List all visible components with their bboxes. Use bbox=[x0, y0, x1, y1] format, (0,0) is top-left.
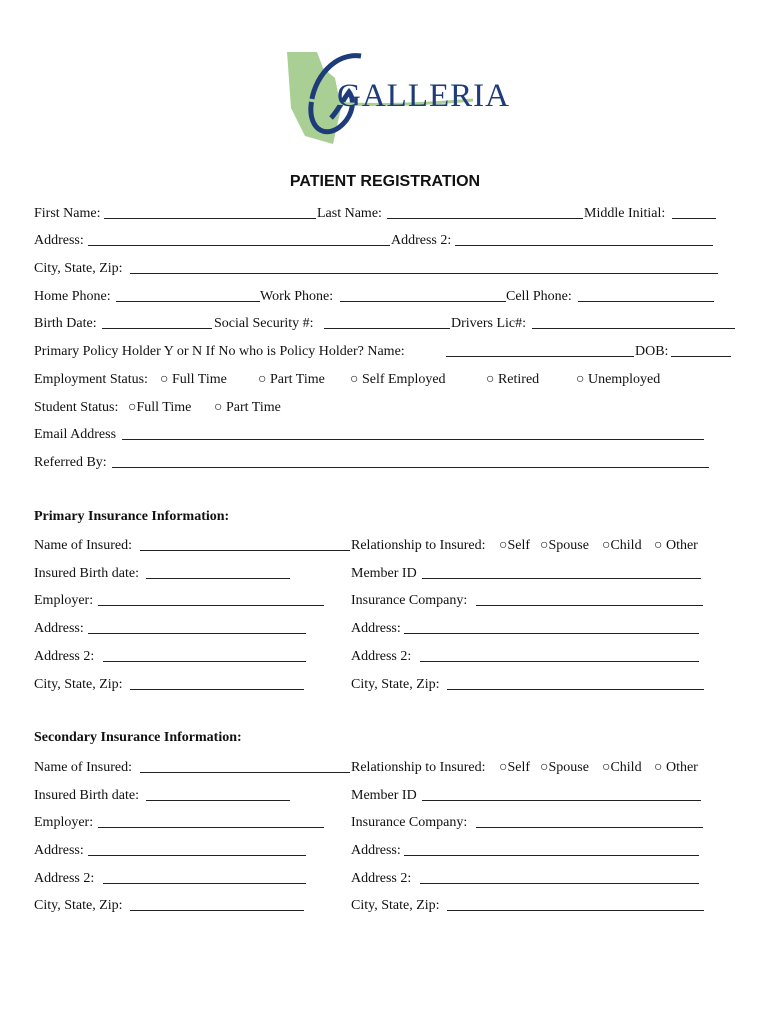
primary-name-row bbox=[34, 536, 739, 556]
primary-employer-label: Employer: bbox=[34, 593, 94, 608]
primary-employer-field[interactable] bbox=[98, 605, 324, 606]
address-field[interactable] bbox=[88, 245, 390, 246]
middle-initial-field[interactable] bbox=[672, 218, 716, 219]
secondary-address2-left-field[interactable] bbox=[103, 883, 306, 884]
secondary-address2-left-label: Address 2: bbox=[34, 871, 95, 886]
primary-city-right-label: City, State, Zip: bbox=[351, 677, 440, 692]
secondary-name-row bbox=[34, 758, 739, 778]
employment-self-employed-radio[interactable]: ○ Self Employed bbox=[350, 372, 446, 387]
id-row bbox=[34, 314, 739, 334]
email-field[interactable] bbox=[122, 439, 704, 440]
secondary-employer-label: Employer: bbox=[34, 815, 94, 830]
ssn-label: Social Security #: bbox=[214, 316, 314, 331]
primary-insurance-company-field[interactable] bbox=[476, 605, 703, 606]
primary-city-left-label: City, State, Zip: bbox=[34, 677, 123, 692]
dob-label: DOB: bbox=[635, 344, 669, 359]
logo-text: GALLERIA bbox=[337, 78, 510, 114]
primary-insurance-heading: Primary Insurance Information: bbox=[34, 509, 230, 524]
address-row bbox=[34, 231, 734, 251]
secondary-city-right-label: City, State, Zip: bbox=[351, 898, 440, 913]
secondary-relationship-child-radio[interactable]: ○Child bbox=[602, 760, 642, 775]
primary-address-right-field[interactable] bbox=[404, 633, 699, 634]
city-state-zip-field[interactable] bbox=[130, 273, 718, 274]
secondary-city-row bbox=[34, 896, 739, 916]
birth-date-label: Birth Date: bbox=[34, 316, 97, 331]
primary-relationship-other-radio[interactable]: ○ Other bbox=[654, 538, 698, 553]
primary-relationship-self-radio[interactable]: ○Self bbox=[499, 538, 531, 553]
work-phone-field[interactable] bbox=[340, 301, 506, 302]
primary-birth-date-field[interactable] bbox=[146, 578, 290, 579]
primary-birth-date-label: Insured Birth date: bbox=[34, 566, 139, 581]
dob-field[interactable] bbox=[671, 356, 731, 357]
primary-member-id-label: Member ID bbox=[351, 566, 417, 581]
secondary-member-id-label: Member ID bbox=[351, 788, 417, 803]
employment-retired-radio[interactable]: ○ Retired bbox=[486, 372, 540, 387]
secondary-address2-row bbox=[34, 869, 739, 889]
address-label: Address: bbox=[34, 233, 84, 248]
student-status-label: Student Status: bbox=[34, 400, 119, 415]
primary-relationship-child-radio[interactable]: ○Child bbox=[602, 538, 642, 553]
secondary-address-row bbox=[34, 841, 739, 861]
secondary-address-right-field[interactable] bbox=[404, 855, 699, 856]
first-name-label: First Name: bbox=[34, 206, 101, 221]
employment-part-time-radio[interactable]: ○ Part Time bbox=[258, 372, 325, 387]
last-name-label: Last Name: bbox=[317, 206, 382, 221]
primary-relationship-spouse-radio[interactable]: ○Spouse bbox=[540, 538, 589, 553]
employment-status-label: Employment Status: bbox=[34, 372, 148, 387]
phone-row bbox=[34, 287, 734, 307]
secondary-relationship-spouse-radio[interactable]: ○Spouse bbox=[540, 760, 589, 775]
address2-field[interactable] bbox=[455, 245, 713, 246]
ssn-field[interactable] bbox=[324, 328, 450, 329]
last-name-field[interactable] bbox=[387, 218, 583, 219]
referred-by-label: Referred By: bbox=[34, 455, 107, 470]
secondary-address-right-label: Address: bbox=[351, 843, 401, 858]
primary-city-left-field[interactable] bbox=[130, 689, 304, 690]
drivers-lic-field[interactable] bbox=[532, 328, 735, 329]
secondary-insurance-company-label: Insurance Company: bbox=[351, 815, 468, 830]
city-row bbox=[34, 259, 734, 279]
secondary-birth-date-field[interactable] bbox=[146, 800, 290, 801]
cell-phone-label: Cell Phone: bbox=[506, 289, 572, 304]
primary-address-right-label: Address: bbox=[351, 621, 401, 636]
secondary-insurance-company-field[interactable] bbox=[476, 827, 703, 828]
employment-unemployed-radio[interactable]: ○ Unemployed bbox=[576, 372, 661, 387]
secondary-name-of-insured-label: Name of Insured: bbox=[34, 760, 132, 775]
policy-holder-name-field[interactable] bbox=[446, 356, 634, 357]
secondary-city-left-field[interactable] bbox=[130, 910, 304, 911]
primary-relationship-label: Relationship to Insured: bbox=[351, 538, 486, 553]
secondary-employer-row bbox=[34, 813, 739, 833]
middle-initial-label: Middle Initial: bbox=[584, 206, 666, 221]
referred-by-field[interactable] bbox=[112, 467, 709, 468]
primary-name-of-insured-field[interactable] bbox=[140, 550, 350, 551]
primary-employer-row bbox=[34, 591, 739, 611]
primary-city-row bbox=[34, 675, 739, 695]
primary-address-left-label: Address: bbox=[34, 621, 84, 636]
student-full-time-radio[interactable]: ○Full Time bbox=[128, 400, 192, 415]
secondary-address2-right-label: Address 2: bbox=[351, 871, 412, 886]
primary-city-right-field[interactable] bbox=[447, 689, 704, 690]
primary-insurance-company-label: Insurance Company: bbox=[351, 593, 468, 608]
primary-member-id-field[interactable] bbox=[422, 578, 701, 579]
employment-full-time-radio[interactable]: ○ Full Time bbox=[160, 372, 227, 387]
primary-birth-row bbox=[34, 564, 739, 584]
primary-address2-left-label: Address 2: bbox=[34, 649, 95, 664]
secondary-relationship-other-radio[interactable]: ○ Other bbox=[654, 760, 698, 775]
secondary-address-left-field[interactable] bbox=[88, 855, 306, 856]
address2-label: Address 2: bbox=[391, 233, 452, 248]
primary-name-of-insured-label: Name of Insured: bbox=[34, 538, 132, 553]
primary-address-left-field[interactable] bbox=[88, 633, 306, 634]
secondary-relationship-label: Relationship to Insured: bbox=[351, 760, 486, 775]
birth-date-field[interactable] bbox=[102, 328, 212, 329]
referred-row bbox=[34, 453, 739, 473]
policy-holder-label: Primary Policy Holder Y or N If No who is Policy Holder? Name: bbox=[34, 344, 405, 359]
primary-address-row bbox=[34, 619, 739, 639]
secondary-insurance-heading: Secondary Insurance Information: bbox=[34, 730, 242, 745]
work-phone-label: Work Phone: bbox=[260, 289, 334, 304]
primary-address2-right-field[interactable] bbox=[420, 661, 699, 662]
name-row bbox=[34, 204, 734, 224]
secondary-member-id-field[interactable] bbox=[422, 800, 701, 801]
secondary-birth-row bbox=[34, 786, 739, 806]
secondary-city-right-field[interactable] bbox=[447, 910, 704, 911]
secondary-relationship-self-radio[interactable]: ○Self bbox=[499, 760, 531, 775]
employment-row bbox=[34, 370, 739, 390]
secondary-name-of-insured-field[interactable] bbox=[140, 772, 350, 773]
student-row bbox=[34, 398, 739, 418]
secondary-address-left-label: Address: bbox=[34, 843, 84, 858]
student-part-time-radio[interactable]: ○ Part Time bbox=[214, 400, 281, 415]
first-name-field[interactable] bbox=[104, 218, 316, 219]
email-row bbox=[34, 425, 739, 445]
secondary-employer-field[interactable] bbox=[98, 827, 324, 828]
secondary-address2-right-field[interactable] bbox=[420, 883, 699, 884]
email-label: Email Address bbox=[34, 427, 117, 442]
home-phone-label: Home Phone: bbox=[34, 289, 111, 304]
primary-address2-left-field[interactable] bbox=[103, 661, 306, 662]
page-title: PATIENT REGISTRATION bbox=[289, 173, 481, 190]
home-phone-field[interactable] bbox=[116, 301, 260, 302]
secondary-birth-date-label: Insured Birth date: bbox=[34, 788, 139, 803]
drivers-lic-label: Drivers Lic#: bbox=[451, 316, 527, 331]
cell-phone-field[interactable] bbox=[578, 301, 714, 302]
city-state-zip-label: City, State, Zip: bbox=[34, 261, 123, 276]
secondary-city-left-label: City, State, Zip: bbox=[34, 898, 123, 913]
primary-address2-row bbox=[34, 647, 739, 667]
primary-address2-right-label: Address 2: bbox=[351, 649, 412, 664]
policy-holder-row bbox=[34, 342, 739, 362]
galleria-logo bbox=[283, 48, 510, 148]
